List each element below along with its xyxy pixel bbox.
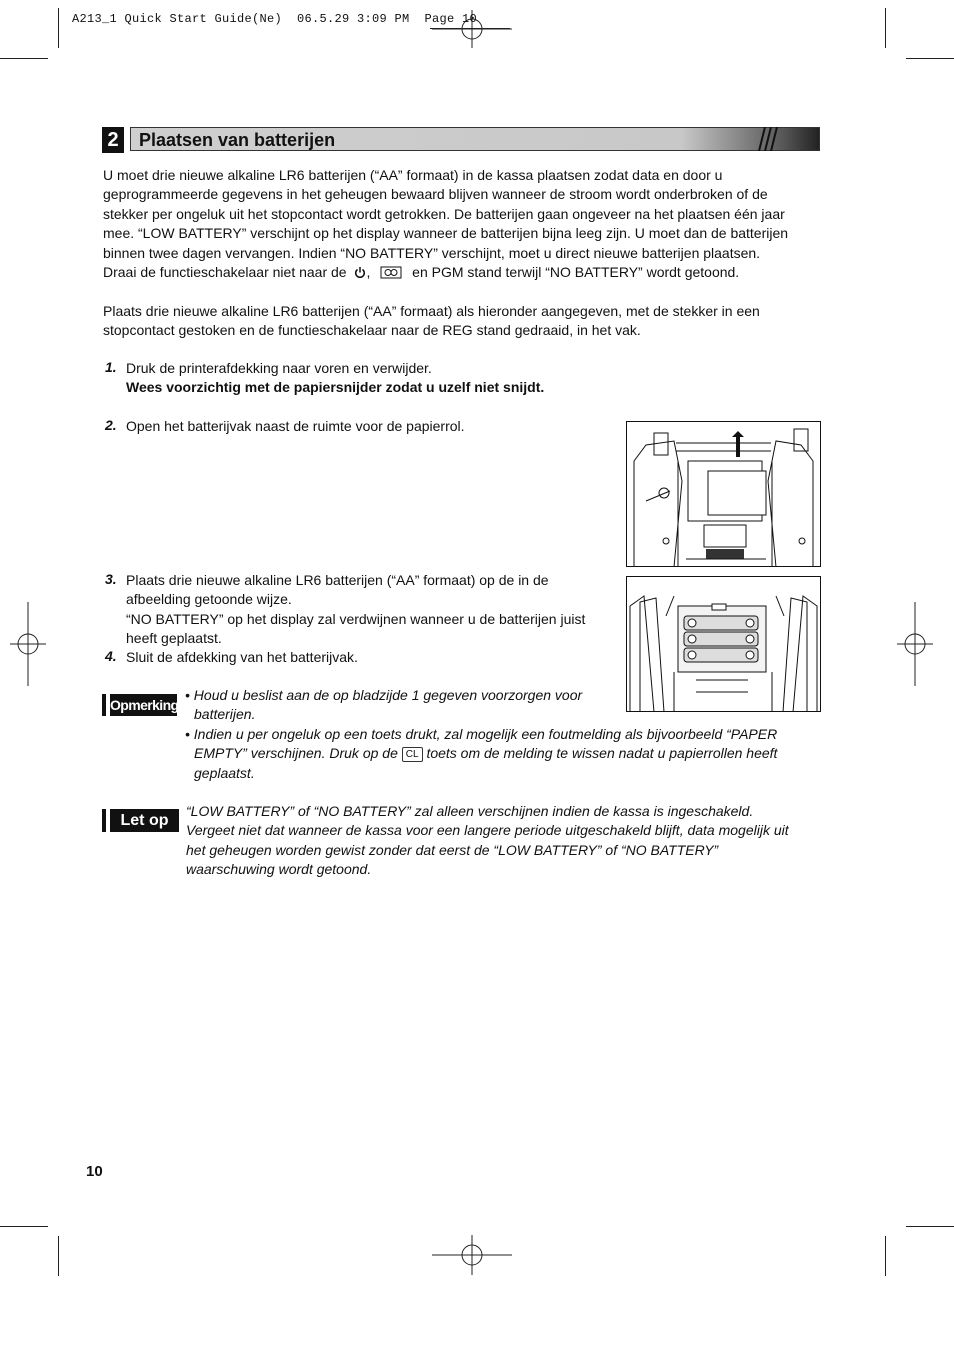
text-line: “NO BATTERY” op het display zal verdwijnen wanneer u de batterijen juist [126, 610, 586, 627]
note-line: batterijen. [194, 706, 256, 723]
crop-mark [885, 8, 886, 48]
header-rule [430, 28, 510, 29]
text-line: geprogrammeerde gegevens in het geheugen bewaard blijven wanneer de stroom wordt onderbroken of de [103, 186, 768, 203]
intro-paragraph [103, 166, 823, 284]
section-title: Plaatsen van batterijen [139, 130, 336, 150]
note-line: “LOW BATTERY” of “NO BATTERY” zal alleen verschijnen indien de kassa is ingeschakeld. [186, 803, 754, 819]
text-line: heeft geplaatst. [126, 630, 222, 647]
power-icon [354, 265, 366, 284]
text-fragment: en PGM stand terwijl “NO BATTERY” wordt getoond. [412, 264, 740, 281]
registration-mark-left [8, 602, 48, 686]
step-number: 3. [105, 571, 117, 587]
text-fragment: Draai de functieschakelaar niet naar de [103, 264, 347, 281]
note-line: • Houd u beslist aan de op bladzijde 1 gegeven voorzorgen voor [185, 687, 583, 703]
crop-mark [906, 58, 954, 59]
text-fragment: EMPTY” verschijnen. Druk op de [194, 745, 398, 762]
step-number: 2. [105, 417, 117, 433]
text-fragment: toets om de melding te wissen nadat u papierrollen heeft [426, 745, 778, 762]
crop-mark [906, 1226, 954, 1227]
print-header: A213_1 Quick Start Guide(Ne) 06.5.29 3:09 PM Page 10 [72, 12, 478, 26]
letop-label: Let op [106, 809, 179, 832]
text-line: afbeelding getoonde wijze. [126, 591, 292, 608]
note-line: waarschuwing wordt getoond. [186, 861, 372, 878]
note-line: • Indien u per ongeluk op een toets drukt, zal mogelijk een foutmelding als bijvoorbeeld “PAPER [185, 725, 778, 742]
section-number: 2 [102, 127, 124, 153]
battery-compartment-illustration [626, 421, 821, 567]
cl-key-icon: CL [402, 747, 423, 762]
text-line: mee. “LOW BATTERY” verschijnt op het display wanneer de batterijen bijna leeg zijn. U moet dan de batterijen [103, 225, 789, 242]
step-text: Sluit de afdekking van het batterijvak. [126, 649, 358, 665]
mode-key-icon [380, 265, 402, 284]
step-text [126, 571, 616, 649]
crop-mark [0, 1226, 48, 1227]
text-fragment: , [366, 264, 371, 281]
step-text: Open het batterijvak naast de ruimte voor de papierrol. [126, 418, 465, 434]
registration-mark-right [895, 602, 935, 686]
page-number: 10 [86, 1163, 103, 1180]
step-number: 1. [105, 359, 117, 375]
note-line: geplaatst. [194, 764, 255, 781]
step-warning: Wees voorzichtig met de papiersnijder zodat u uzelf niet snijdt. [126, 379, 545, 396]
section-title-bar [130, 127, 820, 151]
opmerking-notes [185, 686, 815, 783]
text-line: stopcontact gestoken en de functieschakelaar naar de REG stand gedraaid, in het vak. [103, 322, 641, 339]
section-banner [102, 126, 820, 154]
text-line [103, 263, 823, 284]
registration-mark-bottom [430, 1235, 514, 1275]
note-line: Vergeet niet dat wanneer de kassa voor een langere periode uitgeschakeld blijft, data mogelijk uit [186, 822, 789, 839]
crop-mark [58, 1236, 59, 1276]
step-number: 4. [105, 648, 117, 664]
text-line: Druk de printerafdekking naar voren en verwijder. [126, 360, 432, 376]
crop-mark [885, 1236, 886, 1276]
text-line: Plaats drie nieuwe alkaline LR6 batterijen (“AA” formaat) op de in de [126, 572, 549, 588]
text-line: binnen twee dagen vervangen. Indien “NO BATTERY” verschijnt, moet u direct nieuwe batterijen plaatsen. [103, 244, 761, 261]
intro-paragraph-2 [103, 302, 823, 341]
note-line: het geheugen worden gewist zonder dat eerst de “LOW BATTERY” of “NO BATTERY” [186, 841, 719, 858]
crop-mark [58, 8, 59, 48]
text-line: Plaats drie nieuwe alkaline LR6 batterijen (“AA” formaat) als hieronder aangegeven, met de stekker in een [103, 303, 760, 319]
crop-mark [0, 58, 48, 59]
note-line [185, 744, 815, 763]
banner-stripes-icon [753, 127, 779, 151]
letop-notes [186, 802, 816, 880]
text-line: U moet drie nieuwe alkaline LR6 batterijen (“AA” formaat) in de kassa plaatsen zodat data en door u [103, 167, 723, 183]
text-line: stekker per ongeluk uit het stopcontact wordt getrokken. De batterijen gaan ongeveer na het plaatsen één jaar [103, 205, 785, 222]
opmerking-label: Opmerking [106, 694, 177, 716]
step-text [126, 359, 626, 398]
